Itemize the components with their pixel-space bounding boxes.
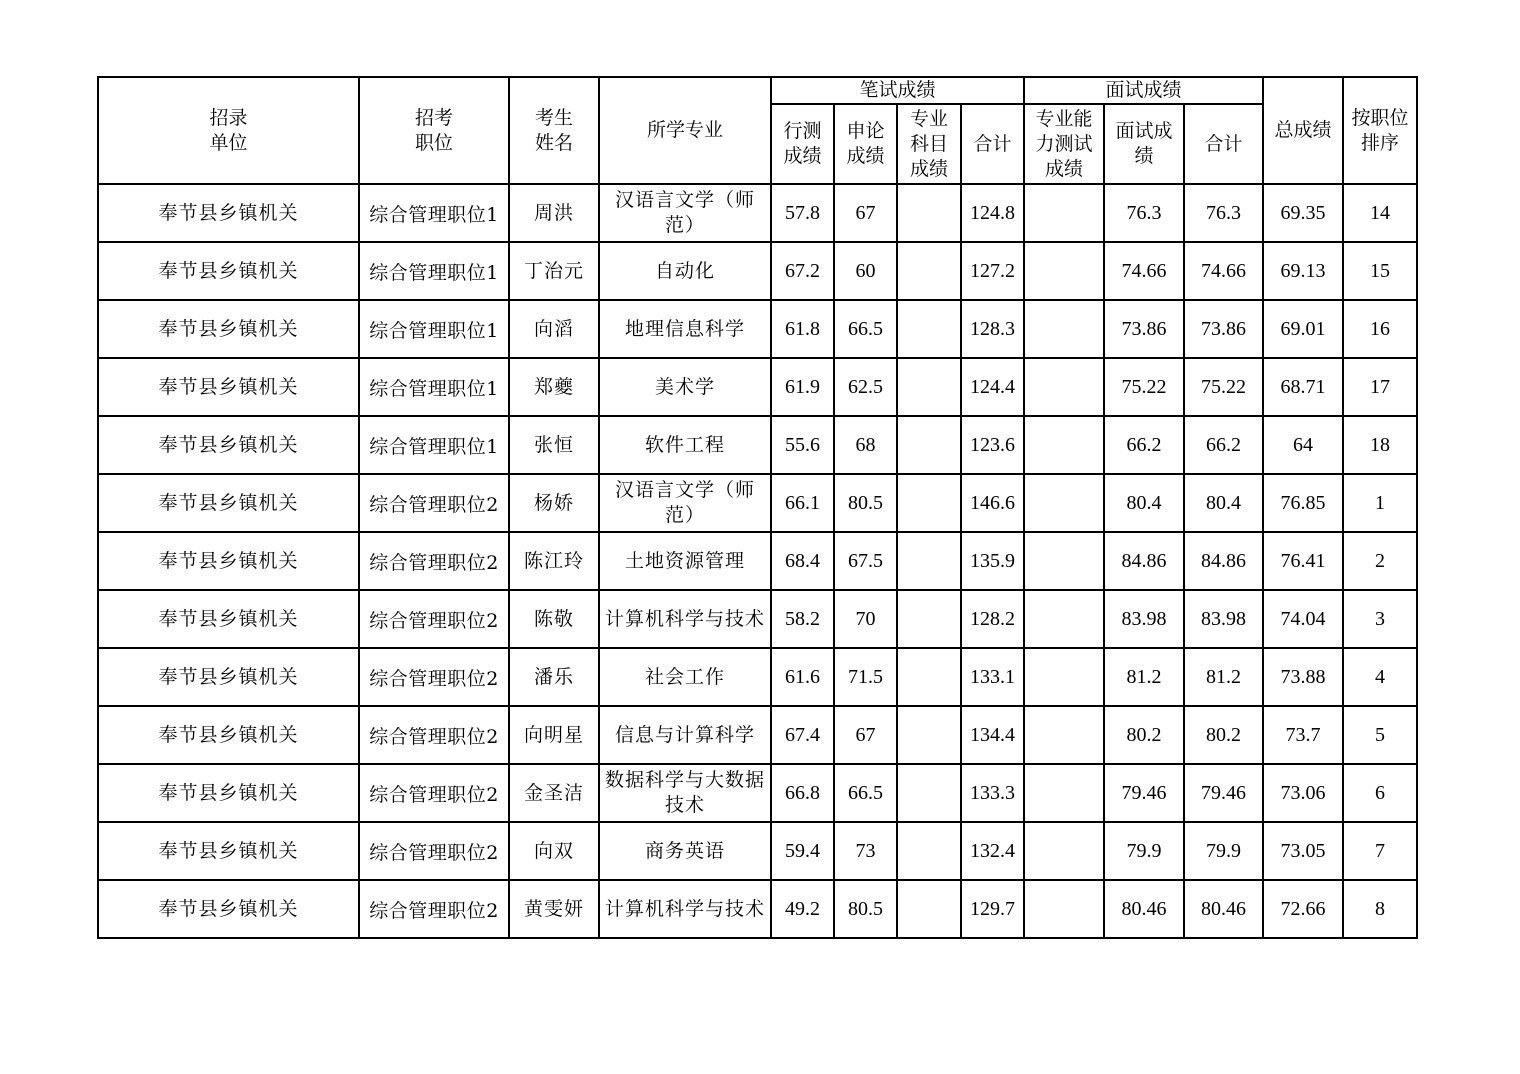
cell-unit: 奉节县乡镇机关 bbox=[98, 532, 359, 590]
cell-professional bbox=[897, 300, 961, 358]
cell-interview: 74.66 bbox=[1104, 242, 1184, 300]
cell-ability bbox=[1024, 648, 1104, 706]
table-row bbox=[98, 532, 1417, 590]
cell-major: 汉语言文学（师范） bbox=[599, 184, 771, 242]
cell-unit: 奉节县乡镇机关 bbox=[98, 764, 359, 822]
cell-total: 72.66 bbox=[1263, 880, 1343, 938]
cell-professional bbox=[897, 706, 961, 764]
cell-rank: 3 bbox=[1343, 590, 1417, 648]
table-row bbox=[98, 184, 1417, 242]
cell-position: 综合管理职位2 bbox=[359, 474, 509, 532]
cell-shenlun: 68 bbox=[834, 416, 897, 474]
cell-ability bbox=[1024, 184, 1104, 242]
cell-position: 综合管理职位2 bbox=[359, 648, 509, 706]
header-ability-test: 专业能 力测试 成绩 bbox=[1024, 104, 1104, 184]
cell-position: 综合管理职位1 bbox=[359, 184, 509, 242]
header-professional-subject: 专业 科目 成绩 bbox=[897, 104, 961, 184]
cell-total: 69.13 bbox=[1263, 242, 1343, 300]
cell-xingce: 61.8 bbox=[771, 300, 834, 358]
cell-name: 丁治元 bbox=[509, 242, 599, 300]
cell-xingce: 49.2 bbox=[771, 880, 834, 938]
cell-interview-total: 80.2 bbox=[1184, 706, 1263, 764]
header-position: 招考 职位 bbox=[359, 77, 509, 184]
cell-unit: 奉节县乡镇机关 bbox=[98, 242, 359, 300]
cell-xingce: 67.2 bbox=[771, 242, 834, 300]
cell-position: 综合管理职位2 bbox=[359, 590, 509, 648]
cell-rank: 6 bbox=[1343, 764, 1417, 822]
cell-ability bbox=[1024, 358, 1104, 416]
cell-name: 向明星 bbox=[509, 706, 599, 764]
cell-rank: 1 bbox=[1343, 474, 1417, 532]
cell-major: 计算机科学与技术 bbox=[599, 590, 771, 648]
cell-name: 周洪 bbox=[509, 184, 599, 242]
cell-major: 数据科学与大数据技术 bbox=[599, 764, 771, 822]
cell-professional bbox=[897, 822, 961, 880]
cell-xingce: 67.4 bbox=[771, 706, 834, 764]
cell-shenlun: 80.5 bbox=[834, 474, 897, 532]
cell-interview-total: 73.86 bbox=[1184, 300, 1263, 358]
header-interview-group: 面试成绩 bbox=[1024, 77, 1263, 104]
cell-position: 综合管理职位1 bbox=[359, 358, 509, 416]
cell-interview-total: 79.46 bbox=[1184, 764, 1263, 822]
cell-unit: 奉节县乡镇机关 bbox=[98, 648, 359, 706]
cell-interview: 66.2 bbox=[1104, 416, 1184, 474]
cell-total: 69.35 bbox=[1263, 184, 1343, 242]
cell-position: 综合管理职位1 bbox=[359, 300, 509, 358]
cell-ability bbox=[1024, 880, 1104, 938]
header-major: 所学专业 bbox=[599, 77, 771, 184]
cell-name: 向滔 bbox=[509, 300, 599, 358]
cell-rank: 8 bbox=[1343, 880, 1417, 938]
cell-interview: 79.9 bbox=[1104, 822, 1184, 880]
cell-ability bbox=[1024, 706, 1104, 764]
cell-interview-total: 80.46 bbox=[1184, 880, 1263, 938]
cell-total: 73.88 bbox=[1263, 648, 1343, 706]
cell-total: 76.85 bbox=[1263, 474, 1343, 532]
cell-interview: 80.2 bbox=[1104, 706, 1184, 764]
cell-unit: 奉节县乡镇机关 bbox=[98, 416, 359, 474]
cell-interview-total: 75.22 bbox=[1184, 358, 1263, 416]
table-row bbox=[98, 474, 1417, 532]
cell-rank: 15 bbox=[1343, 242, 1417, 300]
table-row bbox=[98, 764, 1417, 822]
cell-unit: 奉节县乡镇机关 bbox=[98, 184, 359, 242]
cell-major: 地理信息科学 bbox=[599, 300, 771, 358]
cell-major: 自动化 bbox=[599, 242, 771, 300]
cell-professional bbox=[897, 184, 961, 242]
header-written-total: 合计 bbox=[961, 104, 1024, 184]
header-name: 考生 姓名 bbox=[509, 77, 599, 184]
cell-interview-total: 66.2 bbox=[1184, 416, 1263, 474]
cell-total: 74.04 bbox=[1263, 590, 1343, 648]
cell-total: 68.71 bbox=[1263, 358, 1343, 416]
cell-ability bbox=[1024, 300, 1104, 358]
header-unit: 招录 单位 bbox=[98, 77, 359, 184]
cell-interview-total: 74.66 bbox=[1184, 242, 1263, 300]
cell-shenlun: 67 bbox=[834, 184, 897, 242]
cell-unit: 奉节县乡镇机关 bbox=[98, 590, 359, 648]
cell-written-total: 123.6 bbox=[961, 416, 1024, 474]
cell-position: 综合管理职位2 bbox=[359, 706, 509, 764]
header-interview-total: 合计 bbox=[1184, 104, 1263, 184]
cell-position: 综合管理职位2 bbox=[359, 880, 509, 938]
cell-interview-total: 84.86 bbox=[1184, 532, 1263, 590]
cell-xingce: 59.4 bbox=[771, 822, 834, 880]
header-written-group: 笔试成绩 bbox=[771, 77, 1024, 104]
cell-name: 向双 bbox=[509, 822, 599, 880]
cell-written-total: 124.8 bbox=[961, 184, 1024, 242]
cell-major: 土地资源管理 bbox=[599, 532, 771, 590]
cell-written-total: 128.3 bbox=[961, 300, 1024, 358]
cell-interview: 80.4 bbox=[1104, 474, 1184, 532]
cell-major: 商务英语 bbox=[599, 822, 771, 880]
cell-major: 计算机科学与技术 bbox=[599, 880, 771, 938]
cell-total: 76.41 bbox=[1263, 532, 1343, 590]
cell-interview-total: 81.2 bbox=[1184, 648, 1263, 706]
cell-xingce: 66.1 bbox=[771, 474, 834, 532]
table-row bbox=[98, 416, 1417, 474]
cell-total: 73.05 bbox=[1263, 822, 1343, 880]
cell-name: 黄雯妍 bbox=[509, 880, 599, 938]
cell-rank: 4 bbox=[1343, 648, 1417, 706]
cell-interview: 75.22 bbox=[1104, 358, 1184, 416]
cell-position: 综合管理职位1 bbox=[359, 416, 509, 474]
cell-rank: 2 bbox=[1343, 532, 1417, 590]
cell-position: 综合管理职位2 bbox=[359, 532, 509, 590]
table-body bbox=[98, 184, 1417, 938]
cell-xingce: 57.8 bbox=[771, 184, 834, 242]
cell-unit: 奉节县乡镇机关 bbox=[98, 822, 359, 880]
cell-professional bbox=[897, 648, 961, 706]
table-row bbox=[98, 880, 1417, 938]
cell-shenlun: 70 bbox=[834, 590, 897, 648]
table-row bbox=[98, 242, 1417, 300]
cell-unit: 奉节县乡镇机关 bbox=[98, 706, 359, 764]
table-row bbox=[98, 358, 1417, 416]
cell-professional bbox=[897, 242, 961, 300]
cell-major: 软件工程 bbox=[599, 416, 771, 474]
cell-name: 陈江玲 bbox=[509, 532, 599, 590]
cell-interview: 81.2 bbox=[1104, 648, 1184, 706]
cell-unit: 奉节县乡镇机关 bbox=[98, 474, 359, 532]
cell-rank: 14 bbox=[1343, 184, 1417, 242]
cell-interview-total: 80.4 bbox=[1184, 474, 1263, 532]
cell-name: 张恒 bbox=[509, 416, 599, 474]
cell-shenlun: 67 bbox=[834, 706, 897, 764]
cell-xingce: 61.6 bbox=[771, 648, 834, 706]
header-rank: 按职位 排序 bbox=[1343, 77, 1417, 184]
table-row bbox=[98, 590, 1417, 648]
cell-xingce: 66.8 bbox=[771, 764, 834, 822]
cell-total: 69.01 bbox=[1263, 300, 1343, 358]
header-total: 总成绩 bbox=[1263, 77, 1343, 184]
cell-written-total: 127.2 bbox=[961, 242, 1024, 300]
cell-professional bbox=[897, 764, 961, 822]
cell-written-total: 134.4 bbox=[961, 706, 1024, 764]
table-row bbox=[98, 648, 1417, 706]
cell-shenlun: 62.5 bbox=[834, 358, 897, 416]
header-xingce: 行测 成绩 bbox=[771, 104, 834, 184]
cell-shenlun: 71.5 bbox=[834, 648, 897, 706]
cell-interview-total: 76.3 bbox=[1184, 184, 1263, 242]
cell-xingce: 61.9 bbox=[771, 358, 834, 416]
cell-name: 郑夔 bbox=[509, 358, 599, 416]
cell-written-total: 132.4 bbox=[961, 822, 1024, 880]
cell-xingce: 55.6 bbox=[771, 416, 834, 474]
cell-name: 金圣洁 bbox=[509, 764, 599, 822]
cell-major: 汉语言文学（师范） bbox=[599, 474, 771, 532]
cell-shenlun: 66.5 bbox=[834, 300, 897, 358]
cell-major: 社会工作 bbox=[599, 648, 771, 706]
cell-rank: 5 bbox=[1343, 706, 1417, 764]
cell-professional bbox=[897, 474, 961, 532]
cell-position: 综合管理职位2 bbox=[359, 822, 509, 880]
cell-position: 综合管理职位2 bbox=[359, 764, 509, 822]
cell-shenlun: 67.5 bbox=[834, 532, 897, 590]
cell-interview-total: 79.9 bbox=[1184, 822, 1263, 880]
cell-written-total: 124.4 bbox=[961, 358, 1024, 416]
cell-interview: 79.46 bbox=[1104, 764, 1184, 822]
cell-professional bbox=[897, 880, 961, 938]
cell-unit: 奉节县乡镇机关 bbox=[98, 880, 359, 938]
cell-shenlun: 80.5 bbox=[834, 880, 897, 938]
cell-written-total: 133.3 bbox=[961, 764, 1024, 822]
cell-ability bbox=[1024, 416, 1104, 474]
cell-interview: 80.46 bbox=[1104, 880, 1184, 938]
cell-interview: 84.86 bbox=[1104, 532, 1184, 590]
table-row bbox=[98, 300, 1417, 358]
score-table bbox=[97, 76, 1418, 939]
cell-shenlun: 60 bbox=[834, 242, 897, 300]
cell-ability bbox=[1024, 532, 1104, 590]
cell-written-total: 133.1 bbox=[961, 648, 1024, 706]
cell-unit: 奉节县乡镇机关 bbox=[98, 358, 359, 416]
cell-interview: 73.86 bbox=[1104, 300, 1184, 358]
cell-position: 综合管理职位1 bbox=[359, 242, 509, 300]
cell-unit: 奉节县乡镇机关 bbox=[98, 300, 359, 358]
header-interview-score: 面试成 绩 bbox=[1104, 104, 1184, 184]
cell-professional bbox=[897, 532, 961, 590]
cell-major: 信息与计算科学 bbox=[599, 706, 771, 764]
cell-written-total: 129.7 bbox=[961, 880, 1024, 938]
cell-interview: 83.98 bbox=[1104, 590, 1184, 648]
cell-written-total: 135.9 bbox=[961, 532, 1024, 590]
cell-interview: 76.3 bbox=[1104, 184, 1184, 242]
cell-ability bbox=[1024, 764, 1104, 822]
cell-rank: 18 bbox=[1343, 416, 1417, 474]
cell-rank: 16 bbox=[1343, 300, 1417, 358]
cell-total: 73.7 bbox=[1263, 706, 1343, 764]
cell-total: 73.06 bbox=[1263, 764, 1343, 822]
table-row bbox=[98, 822, 1417, 880]
cell-shenlun: 73 bbox=[834, 822, 897, 880]
cell-major: 美术学 bbox=[599, 358, 771, 416]
cell-professional bbox=[897, 358, 961, 416]
cell-name: 潘乐 bbox=[509, 648, 599, 706]
cell-total: 64 bbox=[1263, 416, 1343, 474]
cell-ability bbox=[1024, 590, 1104, 648]
cell-shenlun: 66.5 bbox=[834, 764, 897, 822]
cell-xingce: 58.2 bbox=[771, 590, 834, 648]
cell-written-total: 128.2 bbox=[961, 590, 1024, 648]
table-header bbox=[98, 77, 1417, 184]
cell-ability bbox=[1024, 822, 1104, 880]
cell-professional bbox=[897, 416, 961, 474]
cell-xingce: 68.4 bbox=[771, 532, 834, 590]
cell-rank: 7 bbox=[1343, 822, 1417, 880]
cell-ability bbox=[1024, 242, 1104, 300]
cell-professional bbox=[897, 590, 961, 648]
cell-name: 陈敬 bbox=[509, 590, 599, 648]
cell-rank: 17 bbox=[1343, 358, 1417, 416]
header-shenlun: 申论 成绩 bbox=[834, 104, 897, 184]
cell-name: 杨娇 bbox=[509, 474, 599, 532]
table-row bbox=[98, 706, 1417, 764]
cell-ability bbox=[1024, 474, 1104, 532]
cell-written-total: 146.6 bbox=[961, 474, 1024, 532]
cell-interview-total: 83.98 bbox=[1184, 590, 1263, 648]
